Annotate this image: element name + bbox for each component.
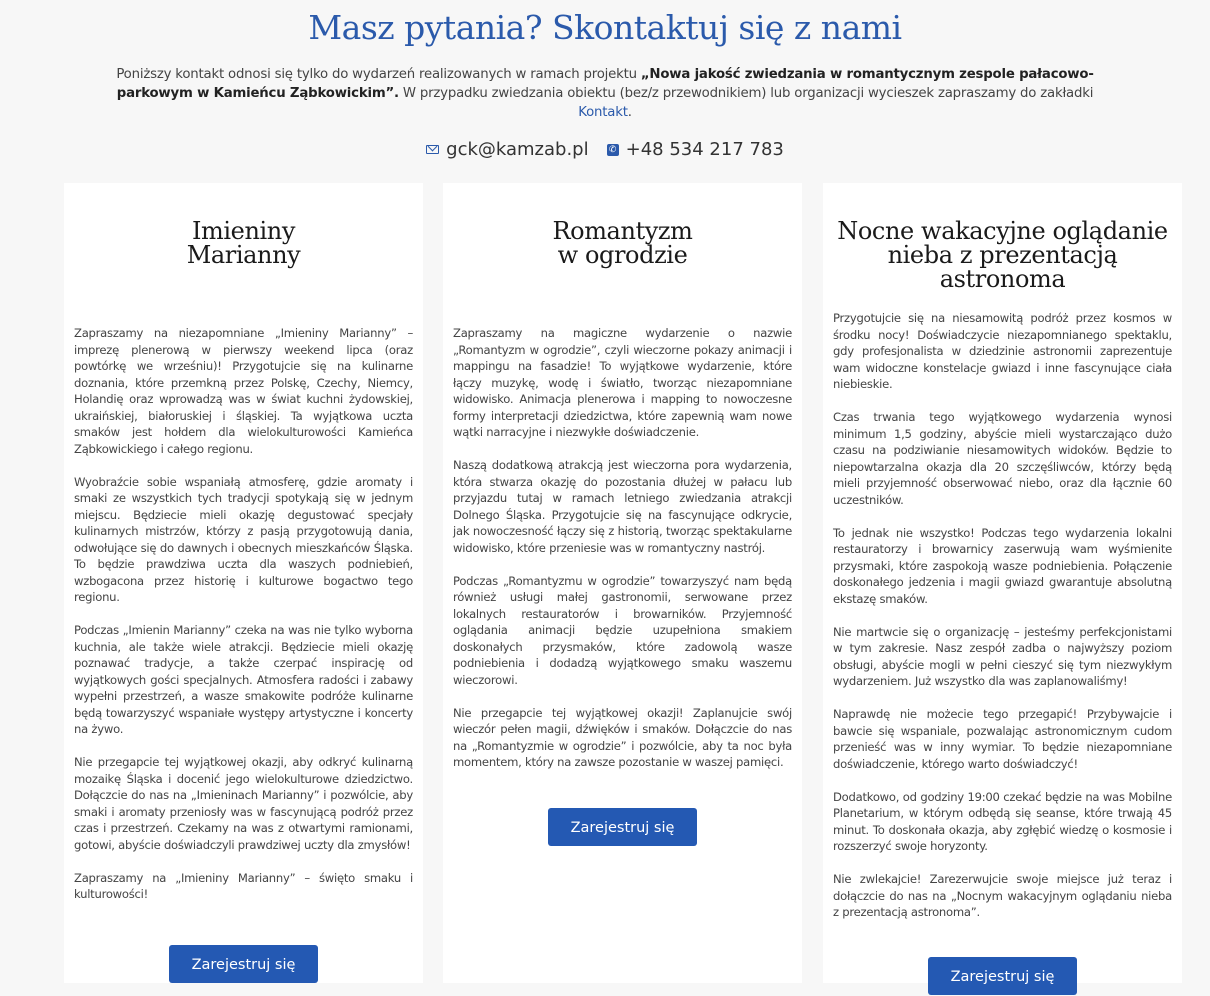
email-contact[interactable] <box>426 139 588 160</box>
event-paragraph: Podczas „Imienin Marianny” czeka na was nie tylko wyborna kuchnia, ale także wiele atrakcji. Będziecie mieli okazję poznawać tradycje, a także czerpać inspirację od wyjątkowych gości specjalnych. Atmosfera radości i zabawy wypełni przestrzeń, a wasze smakowite podróże kulinarne będą towarzyszyć wspaniałe występy artystyczne i koncerty na żywo. <box>74 623 413 736</box>
register-button[interactable]: Zarejestruj się <box>548 808 697 846</box>
event-title-line: astronoma <box>939 265 1066 293</box>
event-title-line: Romantyzm <box>552 217 693 245</box>
event-paragraph: Podczas „Romantyzmu w ogrodzie” towarzyszyć nam będą również usługi małej gastronomii, serwowane przez lokalnych restauratorów i browarników. Przyjemność oglądania animacji będzie uzupełniona smakiem doskonałych przysmaków, które zadowolą wasze podniebienia i dodadzą wyjątkowego smaku waszemu wieczorowi. <box>453 573 792 687</box>
event-paragraph: Czas trwania tego wyjątkowego wydarzenia wynosi minimum 1,5 godziny, abyście mieli wystarczająco dużo czasu na podziwianie niesamowitych widoków. Będzie to niepowtarzalna okazja dla 20 szczęśliwców, którzy będą mieli przyjemność obserwować niebo, oraz dla łącznie 60 uczestników. <box>833 410 1172 507</box>
event-title-line: Imieniny <box>191 217 296 245</box>
register-button[interactable]: Zarejestruj się <box>169 945 318 983</box>
event-title-line: Marianny <box>186 241 301 269</box>
phone-square-icon: ✆ <box>607 144 619 156</box>
event-paragraph: Nie martwcie się o organizację – jesteśmy perfekcjonistami w tym zakresie. Nasz zespół zadba o najwyższy poziom obsługi, abyście mogli w pełni cieszyć się tym niezwykłym wydarzeniem. Już wszystko dla was zaplanowaliśmy! <box>833 624 1172 688</box>
project-name: „Nowa jakość zwiedzania w romantycznym zespole pałacowo- parkowym w Kamieńcu Ząbkowickim”. <box>116 67 1094 101</box>
event-title <box>833 219 1172 291</box>
page-title: Masz pytania? Skontaktuj się z nami <box>308 8 902 47</box>
phone-number[interactable]: +48 534 217 783 <box>625 139 784 160</box>
event-paragraph: Nie zwlekajcie! Zarezerwujcie swoje miejsce już teraz i dołączcie do nas na „Nocnym wakacyjnym oglądaniu nieba z prezentacją astronoma”. <box>833 872 1172 919</box>
event-paragraph: Przygotujcie się na niesamowitą podróż przez kosmos w środku nocy! Doświadczycie niezapomnianego spektaklu, gdy profesjonalista w dziedzinie astronomii zaprezentuje wam widoczne konstelacje gwiazd i inne fascynujące ciała niebieskie. <box>833 311 1172 391</box>
event-card-imieniny-marianny <box>64 183 423 983</box>
event-paragraph: Wyobraźcie sobie wspaniałą atmosferę, gdzie aromaty i smaki ze wszystkich tych tradycji spotykają się w jednym miejscu. Będziecie mieli okazję degustować specjały kulinarnych mistrzów, którzy z pasją przygotowują dania, odwołujące się do dawnych i obecnych mieszkańców Śląska. To będzie prawdziwa uczta dla waszych podniebień, wzbogacona przez historię i kulturowe bogactwo tego regionu. <box>74 474 413 604</box>
intro-text-start: Poniższy kontakt odnosi się tylko do wydarzeń realizowanych w ramach projektu <box>116 67 641 82</box>
contact-info <box>0 139 1210 160</box>
email-address[interactable]: gck@kamzab.pl <box>446 139 589 160</box>
event-title-line: nieba z prezentacją <box>887 241 1118 269</box>
event-paragraph: Naszą dodatkową atrakcją jest wieczorna pora wydarzenia, która stwarza okazję do pozostania dłużej w pałacu lub przyjazdu tutaj w ramach letniego zwiedzania atrakcji Dolnego Śląska. Przygotujcie się na fascynujące odkrycie, jak nowoczesność łączy się z historią, tworząc spektakularne widowisko, które przeniesie was w romantyczny nastrój. <box>453 458 792 555</box>
intro-text-middle: W przypadku zwiedzania obiektu (bez/z przewodnikiem) lub organizacji wycieszek zapraszamy do zakładki <box>398 86 1094 101</box>
event-paragraph: Nie przegapcie tej wyjątkowej okazji! Zaplanujcie swój wieczór pełen magii, dźwięków i smaków. Dołączcie do nas na „Romantyzmie w ogrodzie” i pozwólcie, aby ta noc była momentem, który na zawsze pozostanie w waszej pamięci. <box>453 705 792 769</box>
event-title-line: Nocne wakacyjne oglądanie <box>837 217 1168 245</box>
event-title <box>74 219 413 267</box>
register-button[interactable]: Zarejestruj się <box>928 957 1077 995</box>
event-title <box>453 219 792 267</box>
event-description <box>74 325 413 903</box>
intro-text-end: . <box>627 105 632 120</box>
event-paragraph: Zapraszamy na „Imieniny Marianny” – święto smaku i kulturowości! <box>74 870 413 901</box>
event-paragraph: Naprawdę nie możecie tego przegapić! Przybywajcie i bawcie się wspaniale, pozwalając astronomicznym cudom przenieść was w inny wymiar. To będzie niezapomniane doświadczenie, którego warto doświadczyć! <box>833 707 1172 771</box>
event-title-line: w ogrodzie <box>557 241 688 269</box>
event-paragraph: Zapraszamy na magiczne wydarzenie o nazwie „Romantyzm w ogrodzie”, czyli wieczorne pokazy animacji i mappingu na fasadzie! To wyjątkowe wydarzenie, które łączy muzykę, wodę i światło, tworząc niezapomniane widowisko. Animacja plenerowa i mapping to nowoczesne formy interpretacji dziedzictwa, które zapewnią wam nowe wątki narracyjne i niezwykłe doświadczenie. <box>453 326 792 439</box>
event-description <box>833 310 1172 921</box>
intro-text <box>90 65 1120 122</box>
contact-link[interactable]: Kontakt <box>578 105 628 120</box>
event-description <box>453 325 792 771</box>
event-card-romantyzm-w-ogrodzie <box>443 183 802 983</box>
event-paragraph: Nie przegapcie tej wyjątkowej okazji, aby odkryć kulinarną mozaikę Śląska i docenić jego wielokulturowe dziedzictwo. Dołączcie do nas na „Imieninach Marianny” i pozwólcie, aby smaki i aromaty przeniosły was w fascynującą podróż przez czas i przestrzeń. Czekamy na was z otwartymi ramionami, gotowi, abyście doświadczyli prawdziwej uczty dla zmysłów! <box>74 755 413 852</box>
event-card-nocne-ogladanie-nieba <box>823 183 1182 983</box>
phone-contact[interactable] <box>607 139 784 160</box>
event-paragraph: To jednak nie wszystko! Podczas tego wydarzenia lokalni restauratorzy i browarnicy zaserwują wam wyśmienite przysmaki, które zaspokoją wasze podniebienia. Połączenie doskonałego jedzenia i magii gwiazd gwarantuje absolutną ekstazę smaków. <box>833 525 1172 606</box>
envelope-icon <box>426 145 439 154</box>
event-paragraph: Dodatkowo, od godziny 19:00 czekać będzie na was Mobilne Planetarium, w którym odbędą się seanse, które trwają 45 minut. To doskonała okazja, aby zgłębić wiedzę o kosmosie i rozszerzyć swoje horyzonty. <box>833 789 1172 853</box>
event-paragraph: Zapraszamy na niezapomniane „Imieniny Marianny” – imprezę plenerową w pierwszy weekend lipca (oraz powtórkę we wrześniu)! Przygotujcie się na kulinarne doznania, które przemkną przez Polskę, Czechy, Niemcy, Holandię oraz wprowadzą was w świat kuchni żydowskiej, ukraińskiej, białoruskiej i śląskiej. Ta wyjątkowa uczta smaków jest hołdem dla wielokulturowości Kamieńca Ząbkowickiego i całego regionu. <box>74 326 413 456</box>
